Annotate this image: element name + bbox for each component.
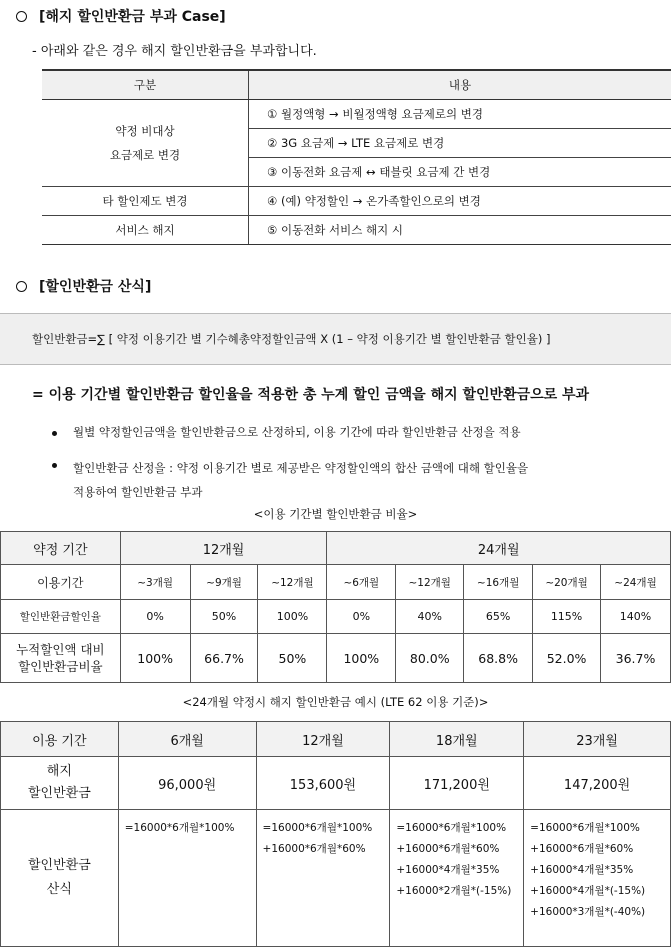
example-col0-header: 이용 기간 [1,722,119,757]
case-item-3: ③ 이동전화 요금제 ↔ 태블릿 요금제 간 변경 [249,158,671,187]
period-cell: ~3개월 [120,565,190,600]
formula-text: 할인반환금=∑ [ 약정 이용기간 별 기수혜총약정할인금액 X (1 – 약정 이용기간 별 할인반환금 할인율) ] [32,331,550,347]
rate-row-ratio-label [1,634,121,683]
rate-cell: 50% [190,600,258,634]
example-period: 12개월 [256,722,390,757]
period-cell: ~6개월 [327,565,396,600]
case-group1-label-line1: 약정 비대상 [42,119,248,143]
ratio-label-line1: 누적할인액 대비 [1,641,120,658]
formula-line: =16000*6개월*100% [530,818,670,839]
period-cell: ~12개월 [396,565,464,600]
example-amount: 171,200원 [390,757,524,810]
ratio-cell: 50% [258,634,327,683]
example-formula-23m [524,810,671,947]
bullet-2-line1: 할인반환금 산정을 : 약정 이용기간 별로 제공받은 약정할인액의 합산 금액에 대해 할인율을 [73,461,528,475]
formula-line: +16000*6개월*60% [263,839,390,860]
period-cell: ~20개월 [533,565,601,600]
rate-cell: 0% [120,600,190,634]
example-formula-12m [256,810,390,947]
circle-bullet-icon [16,281,27,292]
case-item-2: ② 3G 요금제 → LTE 요금제로 변경 [249,129,671,158]
formula-line: =16000*6개월*100% [125,818,256,839]
amount-label-line2: 할인반환금 [1,783,118,805]
example-formula-label [1,810,119,947]
period-cell: ~16개월 [464,565,533,600]
rate-cell: 0% [327,600,396,634]
example-amount: 96,000원 [118,757,256,810]
case-item-5: ⑤ 이동전화 서비스 해지 시 [249,216,671,245]
ratio-cell: 100% [120,634,190,683]
formula-line: +16000*4개월*(-15%) [530,881,670,902]
example-table [0,721,671,947]
formula-line: +16000*4개월*35% [530,860,670,881]
period-cell: ~24개월 [601,565,671,600]
rate-group-12: 12개월 [120,532,327,565]
ratio-cell: 100% [327,634,396,683]
case-row5-label: 서비스 해지 [42,216,249,245]
rate-row-period-label: 이용기간 [1,565,121,600]
ratio-cell: 52.0% [533,634,601,683]
section2-title: [할인반환금 산식] [39,276,151,296]
rate-cell: 115% [533,600,601,634]
ratio-cell: 68.8% [464,634,533,683]
rate-group-24: 24개월 [327,532,671,565]
example-period: 18개월 [390,722,524,757]
section1-title: [해지 할인반환금 부과 Case] [39,6,226,26]
formula-line: +16000*2개월*(-15%) [396,881,523,902]
example-period: 23개월 [524,722,671,757]
formula-line: =16000*6개월*100% [263,818,390,839]
formula-line: =16000*6개월*100% [396,818,523,839]
example-formula-6m [118,810,256,947]
example-amount: 147,200원 [524,757,671,810]
rate-cell: 100% [258,600,327,634]
case-item-1: ① 월정액형 → 비월정액형 요금제로의 변경 [249,100,671,129]
period-cell: ~9개월 [190,565,258,600]
example-amount: 153,600원 [256,757,390,810]
rate-cell: 140% [601,600,671,634]
rate-table-caption: <이용 기간별 할인반환금 비율> [0,506,671,522]
rate-row-rate-label: 할인반환금할인율 [1,600,121,634]
example-period: 6개월 [118,722,256,757]
formula-line: +16000*4개월*35% [396,860,523,881]
case-row4-label: 타 할인제도 변경 [42,187,249,216]
ratio-cell: 36.7% [601,634,671,683]
formula-label-line2: 산식 [1,878,118,902]
bullet-dot-icon [52,463,57,468]
case-item-4: ④ (예) 약정할인 → 온가족할인으로의 변경 [249,187,671,216]
formula-line: +16000*6개월*60% [530,839,670,860]
formula-box [0,313,671,365]
case-header-category: 구분 [42,70,249,100]
case-header-content: 내용 [249,70,671,100]
bullet-1-text: 월별 약정할인금액을 할인반환금으로 산정하되, 이용 기간에 따라 할인반환금 산정을 적용 [73,424,521,440]
rate-table [0,531,671,683]
section1-intro: - 아래와 같은 경우 해지 할인반환금을 부과합니다. [32,40,317,59]
bullet-2-line2: 적용하여 할인반환금 부과 [73,485,203,499]
rate-cell: 65% [464,600,533,634]
ratio-label-line2: 할인반환금비율 [1,658,120,675]
ratio-cell: 80.0% [396,634,464,683]
case-group1-label-line2: 요금제로 변경 [42,143,248,167]
amount-label-line1: 해지 [1,761,118,783]
example-formula-18m [390,810,524,947]
rate-cell: 40% [396,600,464,634]
period-cell: ~12개월 [258,565,327,600]
section1-heading [16,6,226,26]
formula-line: +16000*6개월*60% [396,839,523,860]
case-group1-label [42,100,249,187]
example-caption: <24개월 약정시 해지 할인반환금 예시 (LTE 62 이용 기준)> [0,694,671,710]
bullet-dot-icon [52,431,57,436]
bullet-2-text [73,456,528,504]
example-amount-label [1,757,119,810]
summary-line: = 이용 기간별 할인반환금 할인율을 적용한 총 누계 할인 금액을 해지 할인반환금으로 부과 [32,384,589,404]
bullet-2 [52,456,528,504]
formula-label-line1: 할인반환금 [1,854,118,878]
formula-line: +16000*3개월*(-40%) [530,902,670,923]
case-table [42,69,671,245]
bullet-1 [52,424,521,440]
section2-heading [16,276,151,296]
rate-col0-header: 약정 기간 [1,532,121,565]
ratio-cell: 66.7% [190,634,258,683]
circle-bullet-icon [16,11,27,22]
